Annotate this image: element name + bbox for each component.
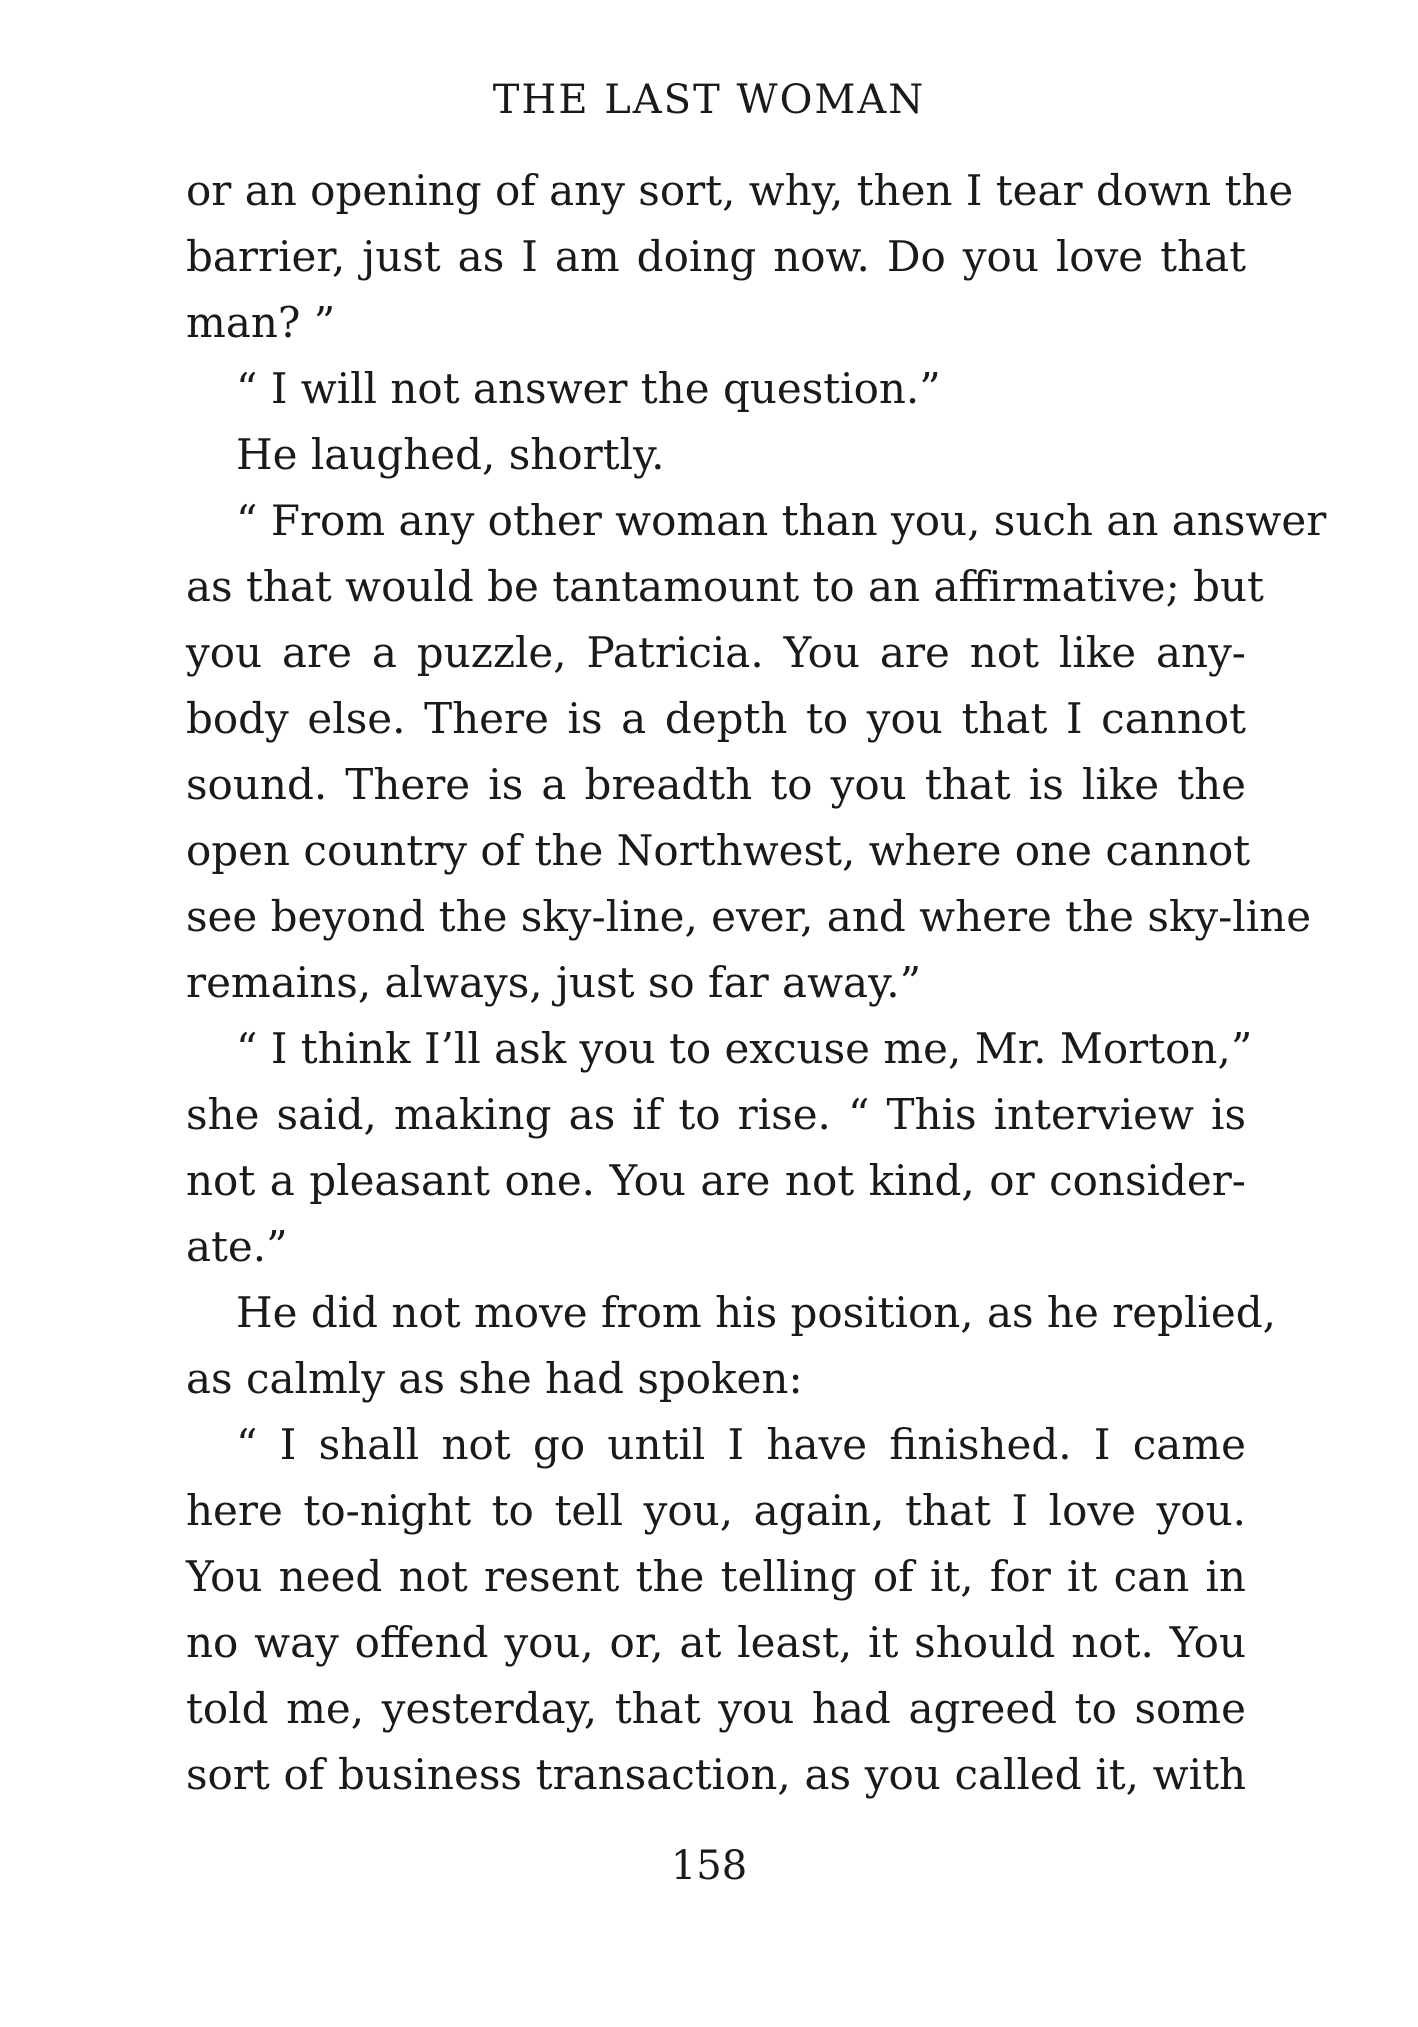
text-line: open country of the Northwest, where one cannot	[186, 826, 1251, 875]
text-line: as calmly as she had spoken:	[186, 1354, 803, 1403]
text-line: You need not resent the telling of it, for it can in	[186, 1552, 1246, 1601]
text-line: man? ”	[186, 298, 336, 347]
text-line: “ I will not answer the question.”	[236, 364, 941, 413]
text-line: “ From any other woman than you, such an answer	[236, 496, 1327, 545]
text-line: see beyond the sky-line, ever, and where the sky-line	[186, 892, 1312, 941]
text-line: He did not move from his position, as he replied,	[236, 1288, 1276, 1337]
text-line: remains, always, just so far away.”	[186, 958, 922, 1007]
text-line: told me, yesterday, that you had agreed to some	[186, 1684, 1246, 1733]
text-line: “ I think I’ll ask you to excuse me, Mr. Morton,”	[236, 1024, 1253, 1073]
text-line: barrier, just as I am doing now. Do you love that	[186, 232, 1246, 281]
text-line: here to-night to tell you, again, that I love you.	[186, 1486, 1246, 1535]
text-line: you are a puzzle, Patricia. You are not like any-	[186, 628, 1246, 677]
text-line: ate.”	[186, 1222, 288, 1271]
text-line: body else. There is a depth to you that I cannot	[186, 694, 1246, 743]
text-line: not a pleasant one. You are not kind, or consider-	[186, 1156, 1246, 1205]
text-line: sound. There is a breadth to you that is like the	[186, 760, 1246, 809]
text-line: as that would be tantamount to an affirmative; but	[186, 562, 1264, 611]
text-line: He laughed, shortly.	[236, 430, 665, 479]
running-head: THE LAST WOMAN	[492, 77, 926, 123]
page-number: 158	[670, 1843, 748, 1889]
text-line: sort of business transaction, as you called it, with	[186, 1750, 1246, 1799]
text-line: no way offend you, or, at least, it should not. You	[186, 1618, 1246, 1667]
text-line: or an opening of any sort, why, then I tear down the	[186, 166, 1294, 215]
text-line: “ I shall not go until I have finished. I came	[236, 1420, 1246, 1469]
body-text	[186, 158, 1327, 1808]
text-line: she said, making as if to rise. “ This interview is	[186, 1090, 1246, 1139]
